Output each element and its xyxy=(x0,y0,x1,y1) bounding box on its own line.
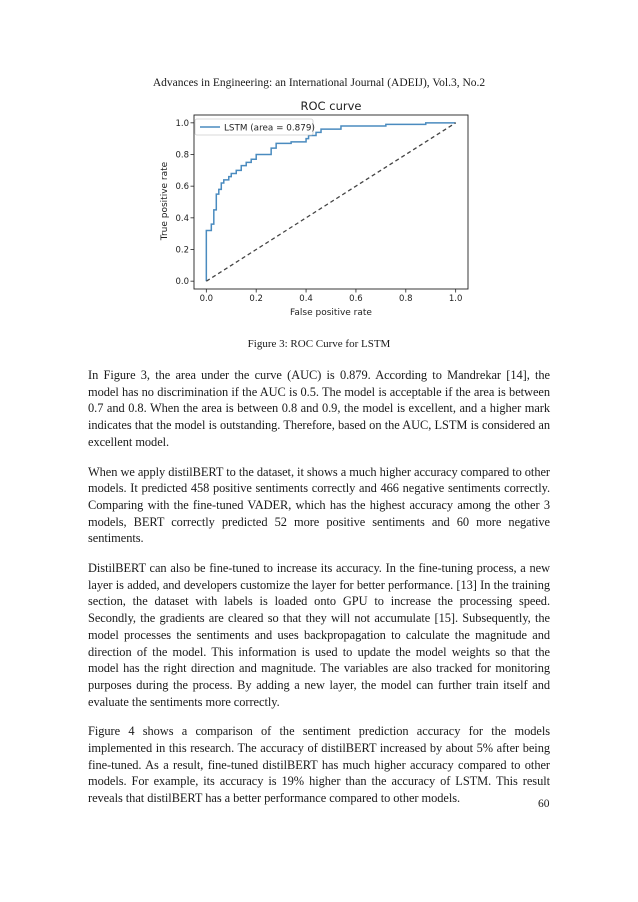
paragraph: When we apply distilBERT to the dataset, it shows a much higher accuracy compared to other models. It predicted 458 positive sentiments correctly and 466 negative sentiments correctly. Comparing with the fine-tuned VADER, which has the highest accuracy among the other 3 models, BERT correctly predicted 52 more positive sentiments and 60 more negative sentiments. xyxy=(88,464,550,546)
y-tick-label: 0.4 xyxy=(175,213,189,224)
y-axis-label: True positive rate xyxy=(160,161,170,241)
paragraph: Figure 4 shows a comparison of the sentiment prediction accuracy for the models implemented in this research. The accuracy of distilBERT increased by about 5% after being fine-tuned. As a result, fine-tuned distilBERT has much higher accuracy compared to other models. For example, its accuracy is 19% higher than the accuracy of LSTM. This result reveals that distilBERT has a better performance compared to other models. xyxy=(88,724,550,806)
x-axis-label: False positive rate xyxy=(290,308,372,318)
y-tick-label: 0.2 xyxy=(175,245,189,256)
body-text xyxy=(88,367,550,820)
running-header: Advances in Engineering: an International Journal (ADEIJ), Vol.3, No.2 xyxy=(152,77,486,89)
x-tick-label: 0.0 xyxy=(199,294,214,304)
page-number: 60 xyxy=(538,798,550,810)
x-tick-label: 0.4 xyxy=(299,294,313,304)
x-tick-label: 1.0 xyxy=(448,294,463,304)
y-tick-label: 1.0 xyxy=(175,118,189,129)
chart-title: ROC curve xyxy=(300,99,362,113)
roc-figure xyxy=(150,96,470,321)
x-tick-label: 0.8 xyxy=(399,294,413,304)
y-tick-label: 0.0 xyxy=(175,277,189,288)
paragraph: DistilBERT can also be fine-tuned to increase its accuracy. In the fine-tuning process, a new layer is added, and developers customize the layer for better performance. [13] In the training section, the dataset with labels is loaded onto GPU to increase the processing speed. Secondly, the gradients are cleared so that they will not accumulate [15]. Subsequently, the model processes the sentiments and uses backpropagation to calculate the magnitude and direction of the model. This information is used to update the model weights so that the model has the right direction and magnitude. The variables are also tracked for monitoring purposes during the process. By adding a new layer, the model can further train itself and evaluate the sentiments more correctly. xyxy=(88,561,550,709)
figure-caption: Figure 3: ROC Curve for LSTM xyxy=(247,338,391,350)
chance-diagonal-line xyxy=(206,123,455,281)
y-tick-label: 0.6 xyxy=(175,182,189,193)
x-tick-label: 0.2 xyxy=(249,294,263,304)
legend xyxy=(195,119,315,135)
y-tick-label: 0.8 xyxy=(175,150,189,161)
paragraph: In Figure 3, the area under the curve (AUC) is 0.879. According to Mandrekar [14], the model has no discrimination if the AUC is 0.5. The model is acceptable if the area is between 0.7 and 0.8. When the area is between 0.8 and 0.9, the model is excellent, and a higher mark indicates that the model is outstanding. Therefore, based on the AUC, LSTM is considered an excellent model. xyxy=(88,368,550,449)
x-tick-label: 0.6 xyxy=(349,294,363,304)
legend-entry-lstm: LSTM (area = 0.879) xyxy=(224,123,315,134)
roc-chart xyxy=(150,96,470,321)
